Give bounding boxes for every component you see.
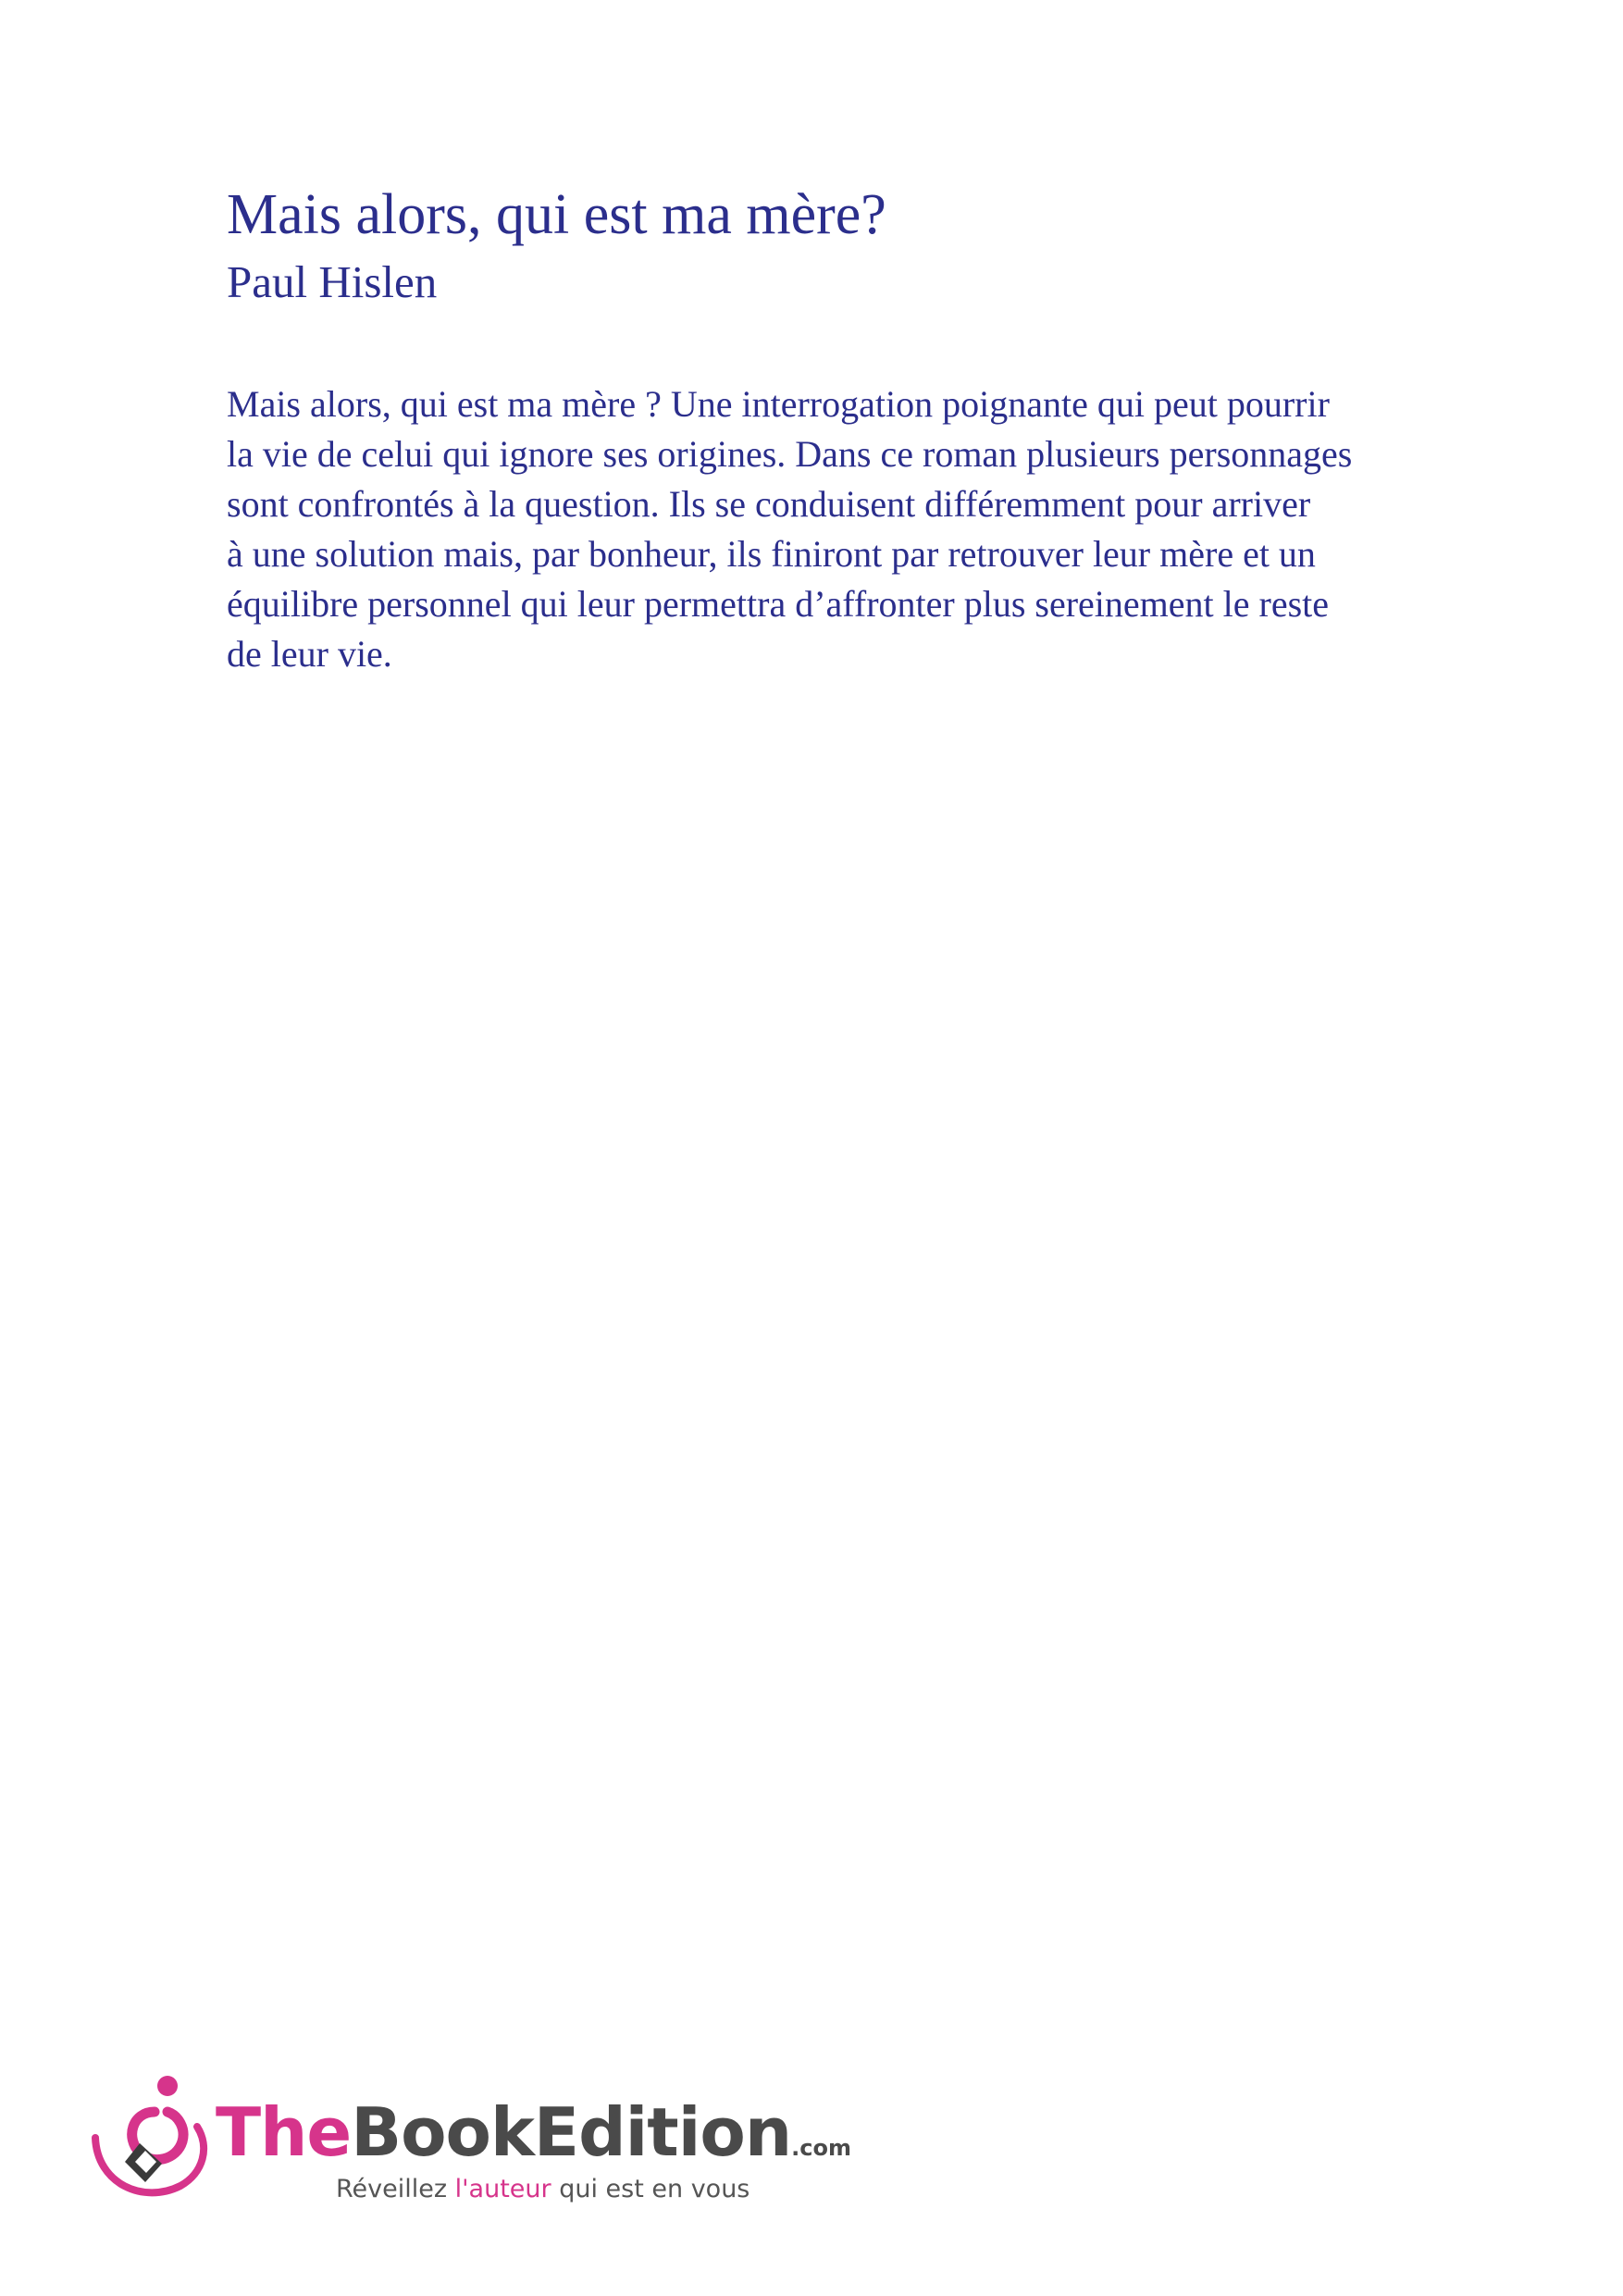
publisher-name-edition: Edition [533, 2093, 792, 2171]
synopsis-line: équilibre personnel qui leur permettra d’affronter plus sereinement le reste [227, 583, 1330, 625]
tagline-part: qui est en vous [551, 2175, 750, 2203]
synopsis-line: sont confrontés à la question. Ils se conduisent différemment pour arriver [227, 483, 1311, 525]
synopsis-line: la vie de celui qui ignore ses origines. Dans ce roman plusieurs personnages [227, 433, 1353, 475]
book-author: Paul Hislen [227, 256, 438, 307]
publisher-name [216, 2093, 851, 2171]
synopsis [227, 379, 1522, 679]
person-swirl-icon [88, 2073, 217, 2203]
synopsis-line: à une solution mais, par bonheur, ils finiront par retrouver leur mère et un [227, 533, 1316, 575]
publisher-name-book: Book [351, 2093, 534, 2171]
publisher-name-the: The [216, 2093, 352, 2171]
publisher-logo [88, 2073, 851, 2221]
tagline-part: Réveillez [336, 2175, 455, 2203]
synopsis-line: de leur vie. [227, 633, 392, 675]
book-title: Mais alors, qui est ma mère? [227, 183, 886, 246]
publisher-domain: .com [791, 2135, 851, 2161]
tagline-accent: l'auteur [454, 2175, 551, 2203]
synopsis-line: Mais alors, qui est ma mère ? Une interrogation poignante qui peut pourrir [227, 383, 1330, 425]
publisher-tagline [336, 2177, 750, 2202]
